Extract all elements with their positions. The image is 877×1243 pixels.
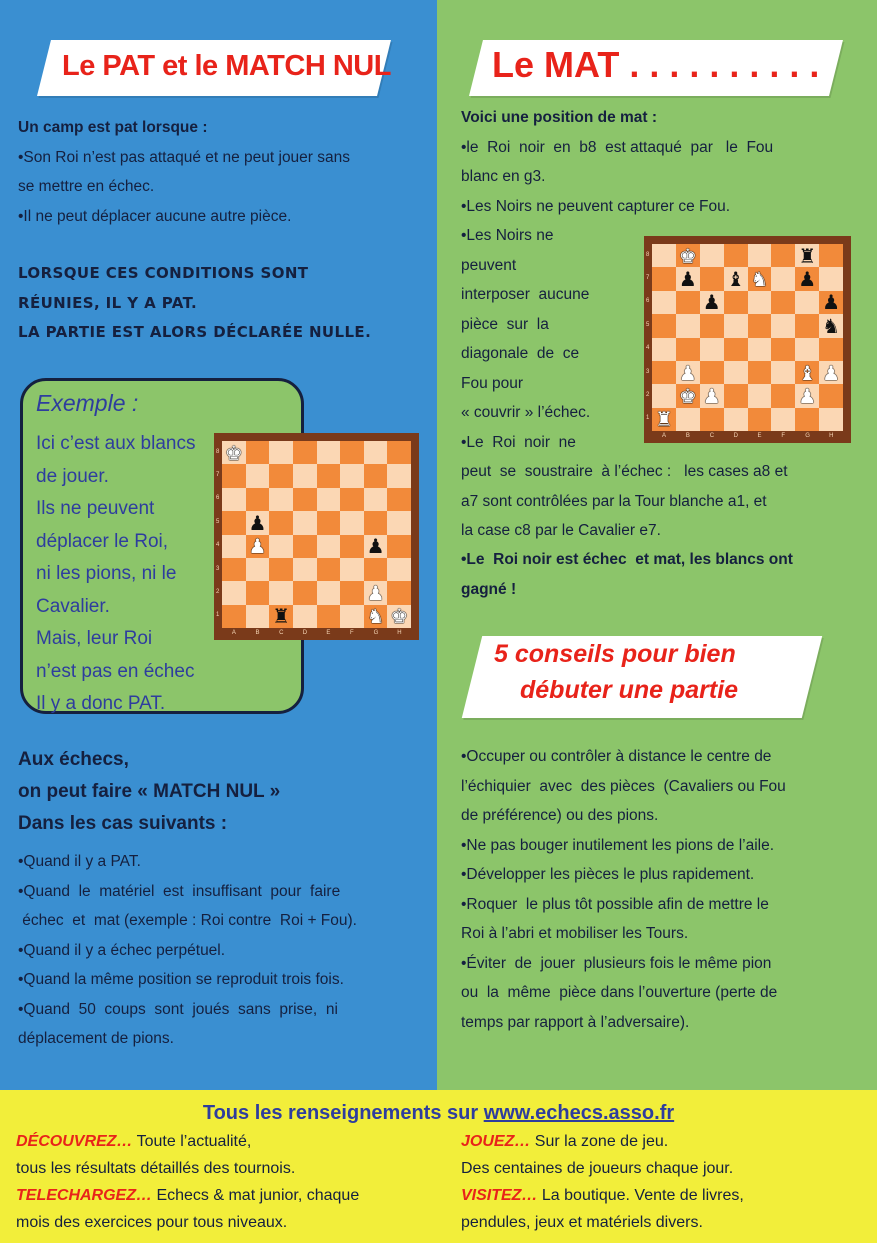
tip-line: ou la même pièce dans l’ouverture (perte de (461, 984, 778, 1001)
chess-piece-d7: ♝ (726, 267, 745, 292)
rank-label: 5 (646, 321, 650, 328)
square-g1 (364, 605, 388, 628)
square-e2 (317, 581, 341, 604)
visit-cont: pendules, jeux et matériels divers. (461, 1214, 703, 1231)
download-text: Echecs & mat junior, chaque (152, 1187, 360, 1204)
square-d1 (293, 605, 317, 628)
pat-definition-line: se mettre en échec. (18, 178, 155, 195)
chess-piece-g4: ♟ (366, 534, 385, 559)
discover-text: Toute l’actualité, (132, 1133, 252, 1150)
board-grid (222, 441, 411, 628)
square-h4 (819, 338, 843, 361)
mat-narrow-text (461, 221, 590, 457)
square-b1 (676, 408, 700, 431)
square-g6 (364, 488, 388, 511)
square-d6 (724, 291, 748, 314)
square-g3 (795, 361, 819, 384)
mat-line: interposer aucune (461, 286, 590, 303)
chess-piece-h5: ♞ (822, 313, 841, 338)
file-label: A (231, 630, 236, 636)
chess-piece-c2: ♟ (702, 383, 721, 408)
file-label: G (805, 433, 810, 439)
square-a2 (652, 384, 676, 407)
square-h8 (819, 244, 843, 267)
chess-piece-b5: ♟ (248, 510, 267, 535)
tip-line: •Roquer le plus tôt possible afin de mettre le (461, 895, 769, 913)
square-g5 (364, 511, 388, 534)
square-d8 (724, 244, 748, 267)
file-label: B (685, 433, 690, 439)
square-d5 (724, 314, 748, 337)
square-b6 (676, 291, 700, 314)
square-a1 (652, 408, 676, 431)
mat-line: •Les Noirs ne peuvent capturer ce Fou. (461, 197, 731, 215)
square-d4 (724, 338, 748, 361)
square-c2 (269, 581, 293, 604)
square-c3 (700, 361, 724, 384)
square-f4 (771, 338, 795, 361)
square-b8 (676, 244, 700, 267)
square-a4 (652, 338, 676, 361)
example-line: Cavalier. (36, 595, 110, 617)
chess-piece-b3: ♟ (678, 360, 697, 385)
mat-line: la case c8 par le Cavalier e7. (461, 522, 661, 539)
tip-line: Roi à l’abri et mobiliser les Tours. (461, 925, 689, 942)
footer-right-block (461, 1128, 744, 1236)
square-h4 (387, 535, 411, 558)
square-f5 (340, 511, 364, 534)
match-nul-heading-line: Aux échecs, (18, 749, 129, 770)
file-label: E (757, 433, 762, 439)
square-c1 (700, 408, 724, 431)
square-e2 (748, 384, 772, 407)
chess-piece-h6: ♟ (822, 290, 841, 315)
square-g6 (795, 291, 819, 314)
square-a6 (652, 291, 676, 314)
match-nul-heading (18, 744, 280, 840)
square-e3 (317, 558, 341, 581)
square-c5 (269, 511, 293, 534)
square-c2 (700, 384, 724, 407)
square-g3 (364, 558, 388, 581)
square-h8 (387, 441, 411, 464)
square-g2 (364, 581, 388, 604)
chess-piece-c6: ♟ (702, 290, 721, 315)
square-d2 (293, 581, 317, 604)
tip-line: •Éviter de jouer plusieurs fois le même pion (461, 954, 772, 972)
square-h3 (819, 361, 843, 384)
square-f3 (771, 361, 795, 384)
square-e4 (748, 338, 772, 361)
square-e5 (317, 511, 341, 534)
square-f8 (771, 244, 795, 267)
square-a6 (222, 488, 246, 511)
play-label: JOUEZ… (461, 1133, 531, 1150)
tips-banner-line: débuter une partie (520, 676, 739, 704)
file-label: F (349, 630, 354, 636)
play-text: Sur la zone de jeu. (530, 1133, 669, 1150)
tips-list (461, 742, 786, 1037)
mat-line: « couvrir » l’échec. (461, 404, 591, 421)
rank-label: 6 (646, 298, 650, 305)
mat-line: diagonale de ce (461, 345, 580, 362)
square-e3 (748, 361, 772, 384)
mat-explanation (461, 103, 773, 221)
chess-piece-g3: ♝ (798, 360, 817, 385)
square-d1 (724, 408, 748, 431)
mat-heading: Voici une position de mat : (461, 109, 658, 126)
square-g4 (364, 535, 388, 558)
square-d7 (724, 267, 748, 290)
square-b1 (246, 605, 270, 628)
square-b7 (246, 464, 270, 487)
example-line: n’est pas en échec (36, 660, 195, 682)
tip-line: •Ne pas bouger inutilement les pions de l’aile. (461, 836, 775, 854)
square-b8 (246, 441, 270, 464)
visit-label: VISITEZ… (461, 1187, 538, 1204)
pat-rule-line: LA PARTIE EST ALORS DÉCLARÉE NULLE. (18, 323, 372, 341)
pat-rule-line: RÉUNIES, IL Y A PAT. (18, 293, 198, 312)
match-nul-item: •Quand 50 coups sont joués sans prise, ni (18, 1000, 338, 1018)
mat-conclusion-line: gagné ! (461, 580, 517, 598)
square-b5 (676, 314, 700, 337)
pat-definition-line: •Il ne peut déplacer aucune autre pièce. (18, 207, 292, 225)
rank-label: 7 (646, 275, 650, 282)
pat-definition (18, 113, 350, 231)
square-c7 (700, 267, 724, 290)
download-cont: mois des exercices pour tous niveaux. (16, 1214, 288, 1231)
rank-label: 1 (646, 415, 650, 422)
square-d7 (293, 464, 317, 487)
rank-label: 2 (646, 391, 650, 398)
square-h1 (387, 605, 411, 628)
square-e7 (748, 267, 772, 290)
pat-banner-title: Le PAT et le MATCH NUL (62, 50, 391, 82)
mat-conclusion (461, 545, 793, 604)
match-nul-item: déplacement de pions. (18, 1030, 174, 1047)
rank-label: 8 (216, 448, 220, 455)
mat-chessboard (644, 236, 851, 443)
square-c4 (700, 338, 724, 361)
file-label: H (829, 433, 834, 439)
chess-piece-g7: ♟ (798, 267, 817, 292)
square-e1 (748, 408, 772, 431)
square-b4 (676, 338, 700, 361)
chess-piece-b7: ♟ (678, 267, 697, 292)
file-label: F (781, 433, 785, 439)
square-f2 (340, 581, 364, 604)
mat-line: blanc en g3. (461, 168, 546, 185)
square-a7 (222, 464, 246, 487)
mat-line: •Les Noirs ne (461, 227, 554, 244)
chess-piece-b8: ♚ (678, 243, 697, 268)
chess-piece-b4: ♟ (248, 534, 267, 559)
square-d3 (293, 558, 317, 581)
rank-label: 4 (646, 345, 650, 352)
square-g5 (795, 314, 819, 337)
footer-title (0, 1102, 877, 1125)
file-label: C (709, 433, 715, 439)
mat-wide-text (461, 457, 788, 546)
visit-text: La boutique. Vente de livres, (537, 1187, 744, 1204)
square-h2 (819, 384, 843, 407)
tip-line: temps par rapport à l’adversaire). (461, 1013, 690, 1031)
chess-piece-c1: ♜ (272, 604, 291, 629)
chess-piece-h3: ♟ (822, 360, 841, 385)
square-b5 (246, 511, 270, 534)
square-g8 (795, 244, 819, 267)
example-line: Il y a donc PAT. (36, 693, 166, 714)
match-nul-list (18, 847, 357, 1054)
chess-piece-a1: ♜ (654, 407, 673, 432)
chess-piece-b2: ♚ (678, 383, 697, 408)
square-e1 (317, 605, 341, 628)
square-f5 (771, 314, 795, 337)
square-e7 (317, 464, 341, 487)
chess-piece-g2: ♟ (366, 580, 385, 605)
rank-label: 2 (216, 588, 220, 595)
square-f1 (340, 605, 364, 628)
play-cont: Des centaines de joueurs chaque jour. (461, 1160, 734, 1177)
example-line: Ils ne peuvent (36, 498, 155, 519)
square-h5 (387, 511, 411, 534)
footer-left-block (16, 1128, 359, 1236)
match-nul-item: échec et mat (exemple : Roi contre Roi + Fou). (18, 912, 357, 929)
mat-banner-title: Le MAT . . . . . . . . . . (492, 44, 820, 85)
square-g8 (364, 441, 388, 464)
square-e8 (317, 441, 341, 464)
match-nul-heading-line: on peut faire « MATCH NUL » (18, 781, 281, 802)
file-label: C (279, 630, 284, 636)
rank-label: 3 (216, 565, 220, 572)
square-f7 (340, 464, 364, 487)
example-line: de jouer. (36, 465, 109, 487)
square-g2 (795, 384, 819, 407)
square-c5 (700, 314, 724, 337)
square-c6 (700, 291, 724, 314)
rank-label: 5 (216, 518, 220, 525)
mat-line: peuvent (461, 256, 517, 274)
match-nul-item: •Quand la même position se reproduit trois fois. (18, 971, 344, 988)
match-nul-item: •Quand il y a échec perpétuel. (18, 941, 226, 959)
square-c3 (269, 558, 293, 581)
square-e4 (317, 535, 341, 558)
chess-piece-g8: ♜ (798, 243, 817, 268)
pat-definition-heading: Un camp est pat lorsque : (18, 119, 208, 136)
square-h6 (819, 291, 843, 314)
mat-line: peut se soustraire à l’échec : les cases a8 et (461, 463, 788, 480)
square-b3 (676, 361, 700, 384)
square-b4 (246, 535, 270, 558)
square-e6 (748, 291, 772, 314)
file-label: D (302, 630, 308, 636)
download-label: TELECHARGEZ… (16, 1187, 152, 1204)
square-h1 (819, 408, 843, 431)
square-g4 (795, 338, 819, 361)
square-a3 (222, 558, 246, 581)
square-h5 (819, 314, 843, 337)
file-label: E (326, 630, 331, 636)
mat-line: a7 sont contrôlées par la Tour blanche a1, et (461, 492, 767, 510)
square-f4 (340, 535, 364, 558)
square-f3 (340, 558, 364, 581)
chess-piece-g1: ♞ (366, 604, 385, 629)
mat-line: •Le Roi noir ne (461, 433, 576, 451)
square-f6 (771, 291, 795, 314)
match-nul-heading-line: Dans les cas suivants : (18, 813, 228, 834)
file-label: A (661, 433, 666, 439)
file-label: G (373, 630, 379, 636)
discover-cont: tous les résultats détaillés des tournois. (16, 1160, 296, 1177)
rank-label: 8 (646, 251, 650, 258)
pat-rule-line: LORSQUE CES CONDITIONS SONT (18, 264, 309, 282)
square-d2 (724, 384, 748, 407)
file-label: D (733, 433, 738, 439)
square-b2 (676, 384, 700, 407)
website-link[interactable]: www.echecs.asso.fr (483, 1102, 675, 1124)
example-text (36, 428, 195, 721)
tip-line: l’échiquier avec des pièces (Cavaliers ou Fou (461, 777, 786, 795)
square-a5 (222, 511, 246, 534)
tip-line: •Développer les pièces le plus rapidement. (461, 866, 755, 883)
square-e8 (748, 244, 772, 267)
square-h7 (819, 267, 843, 290)
chess-piece-a8: ♚ (224, 440, 243, 465)
file-label: B (255, 630, 260, 636)
square-g7 (795, 267, 819, 290)
square-b2 (246, 581, 270, 604)
square-h3 (387, 558, 411, 581)
square-c6 (269, 488, 293, 511)
square-b3 (246, 558, 270, 581)
square-f2 (771, 384, 795, 407)
rank-label: 4 (216, 542, 220, 549)
board-grid (652, 244, 843, 431)
square-a8 (652, 244, 676, 267)
match-nul-item: •Quand il y a PAT. (18, 853, 141, 870)
chess-piece-g2: ♟ (798, 383, 817, 408)
example-line: ni les pions, ni le (36, 563, 177, 584)
square-c8 (700, 244, 724, 267)
square-h6 (387, 488, 411, 511)
square-b6 (246, 488, 270, 511)
square-d8 (293, 441, 317, 464)
square-c4 (269, 535, 293, 558)
square-a3 (652, 361, 676, 384)
rank-label: 7 (216, 472, 220, 479)
square-a8 (222, 441, 246, 464)
square-d4 (293, 535, 317, 558)
tip-line: •Occuper ou contrôler à distance le centre de (461, 748, 772, 765)
square-g1 (795, 408, 819, 431)
square-h7 (387, 464, 411, 487)
tip-line: de préférence) ou des pions. (461, 807, 659, 824)
square-d6 (293, 488, 317, 511)
square-h2 (387, 581, 411, 604)
mat-line: Fou pour (461, 374, 524, 392)
rank-label: 3 (646, 368, 650, 375)
example-line: Ici c’est aux blancs (36, 433, 196, 454)
mat-conclusion-line: •Le Roi noir est échec et mat, les blancs ont (461, 551, 793, 568)
discover-label: DÉCOUVREZ… (16, 1133, 133, 1150)
square-e6 (317, 488, 341, 511)
square-e5 (748, 314, 772, 337)
square-f8 (340, 441, 364, 464)
example-line: Mais, leur Roi (36, 628, 153, 649)
pat-rule (18, 259, 371, 348)
match-nul-item: •Quand le matériel est insuffisant pour faire (18, 882, 341, 900)
square-a1 (222, 605, 246, 628)
file-label: H (397, 630, 402, 636)
square-c7 (269, 464, 293, 487)
square-d3 (724, 361, 748, 384)
mat-line: pièce sur la (461, 315, 549, 333)
square-b7 (676, 267, 700, 290)
square-a4 (222, 535, 246, 558)
rank-label: 6 (216, 495, 220, 502)
square-a5 (652, 314, 676, 337)
rank-label: 1 (216, 612, 220, 619)
square-f1 (771, 408, 795, 431)
square-g7 (364, 464, 388, 487)
tips-banner-line: 5 conseils pour bien (494, 640, 736, 668)
square-c8 (269, 441, 293, 464)
example-line: déplacer le Roi, (36, 530, 169, 552)
square-a7 (652, 267, 676, 290)
example-title: Exemple : (36, 390, 139, 416)
pat-definition-line: •Son Roi n’est pas attaqué et ne peut jouer sans (18, 148, 351, 166)
pat-chessboard (214, 433, 419, 640)
square-f6 (340, 488, 364, 511)
square-f7 (771, 267, 795, 290)
mat-line: •le Roi noir en b8 est attaqué par le Fou (461, 138, 774, 156)
chess-piece-e7: ♞ (750, 267, 769, 292)
chess-piece-h1: ♚ (390, 604, 409, 629)
square-d5 (293, 511, 317, 534)
footer-title-prefix: Tous les renseignements sur (202, 1102, 484, 1124)
square-a2 (222, 581, 246, 604)
square-c1 (269, 605, 293, 628)
